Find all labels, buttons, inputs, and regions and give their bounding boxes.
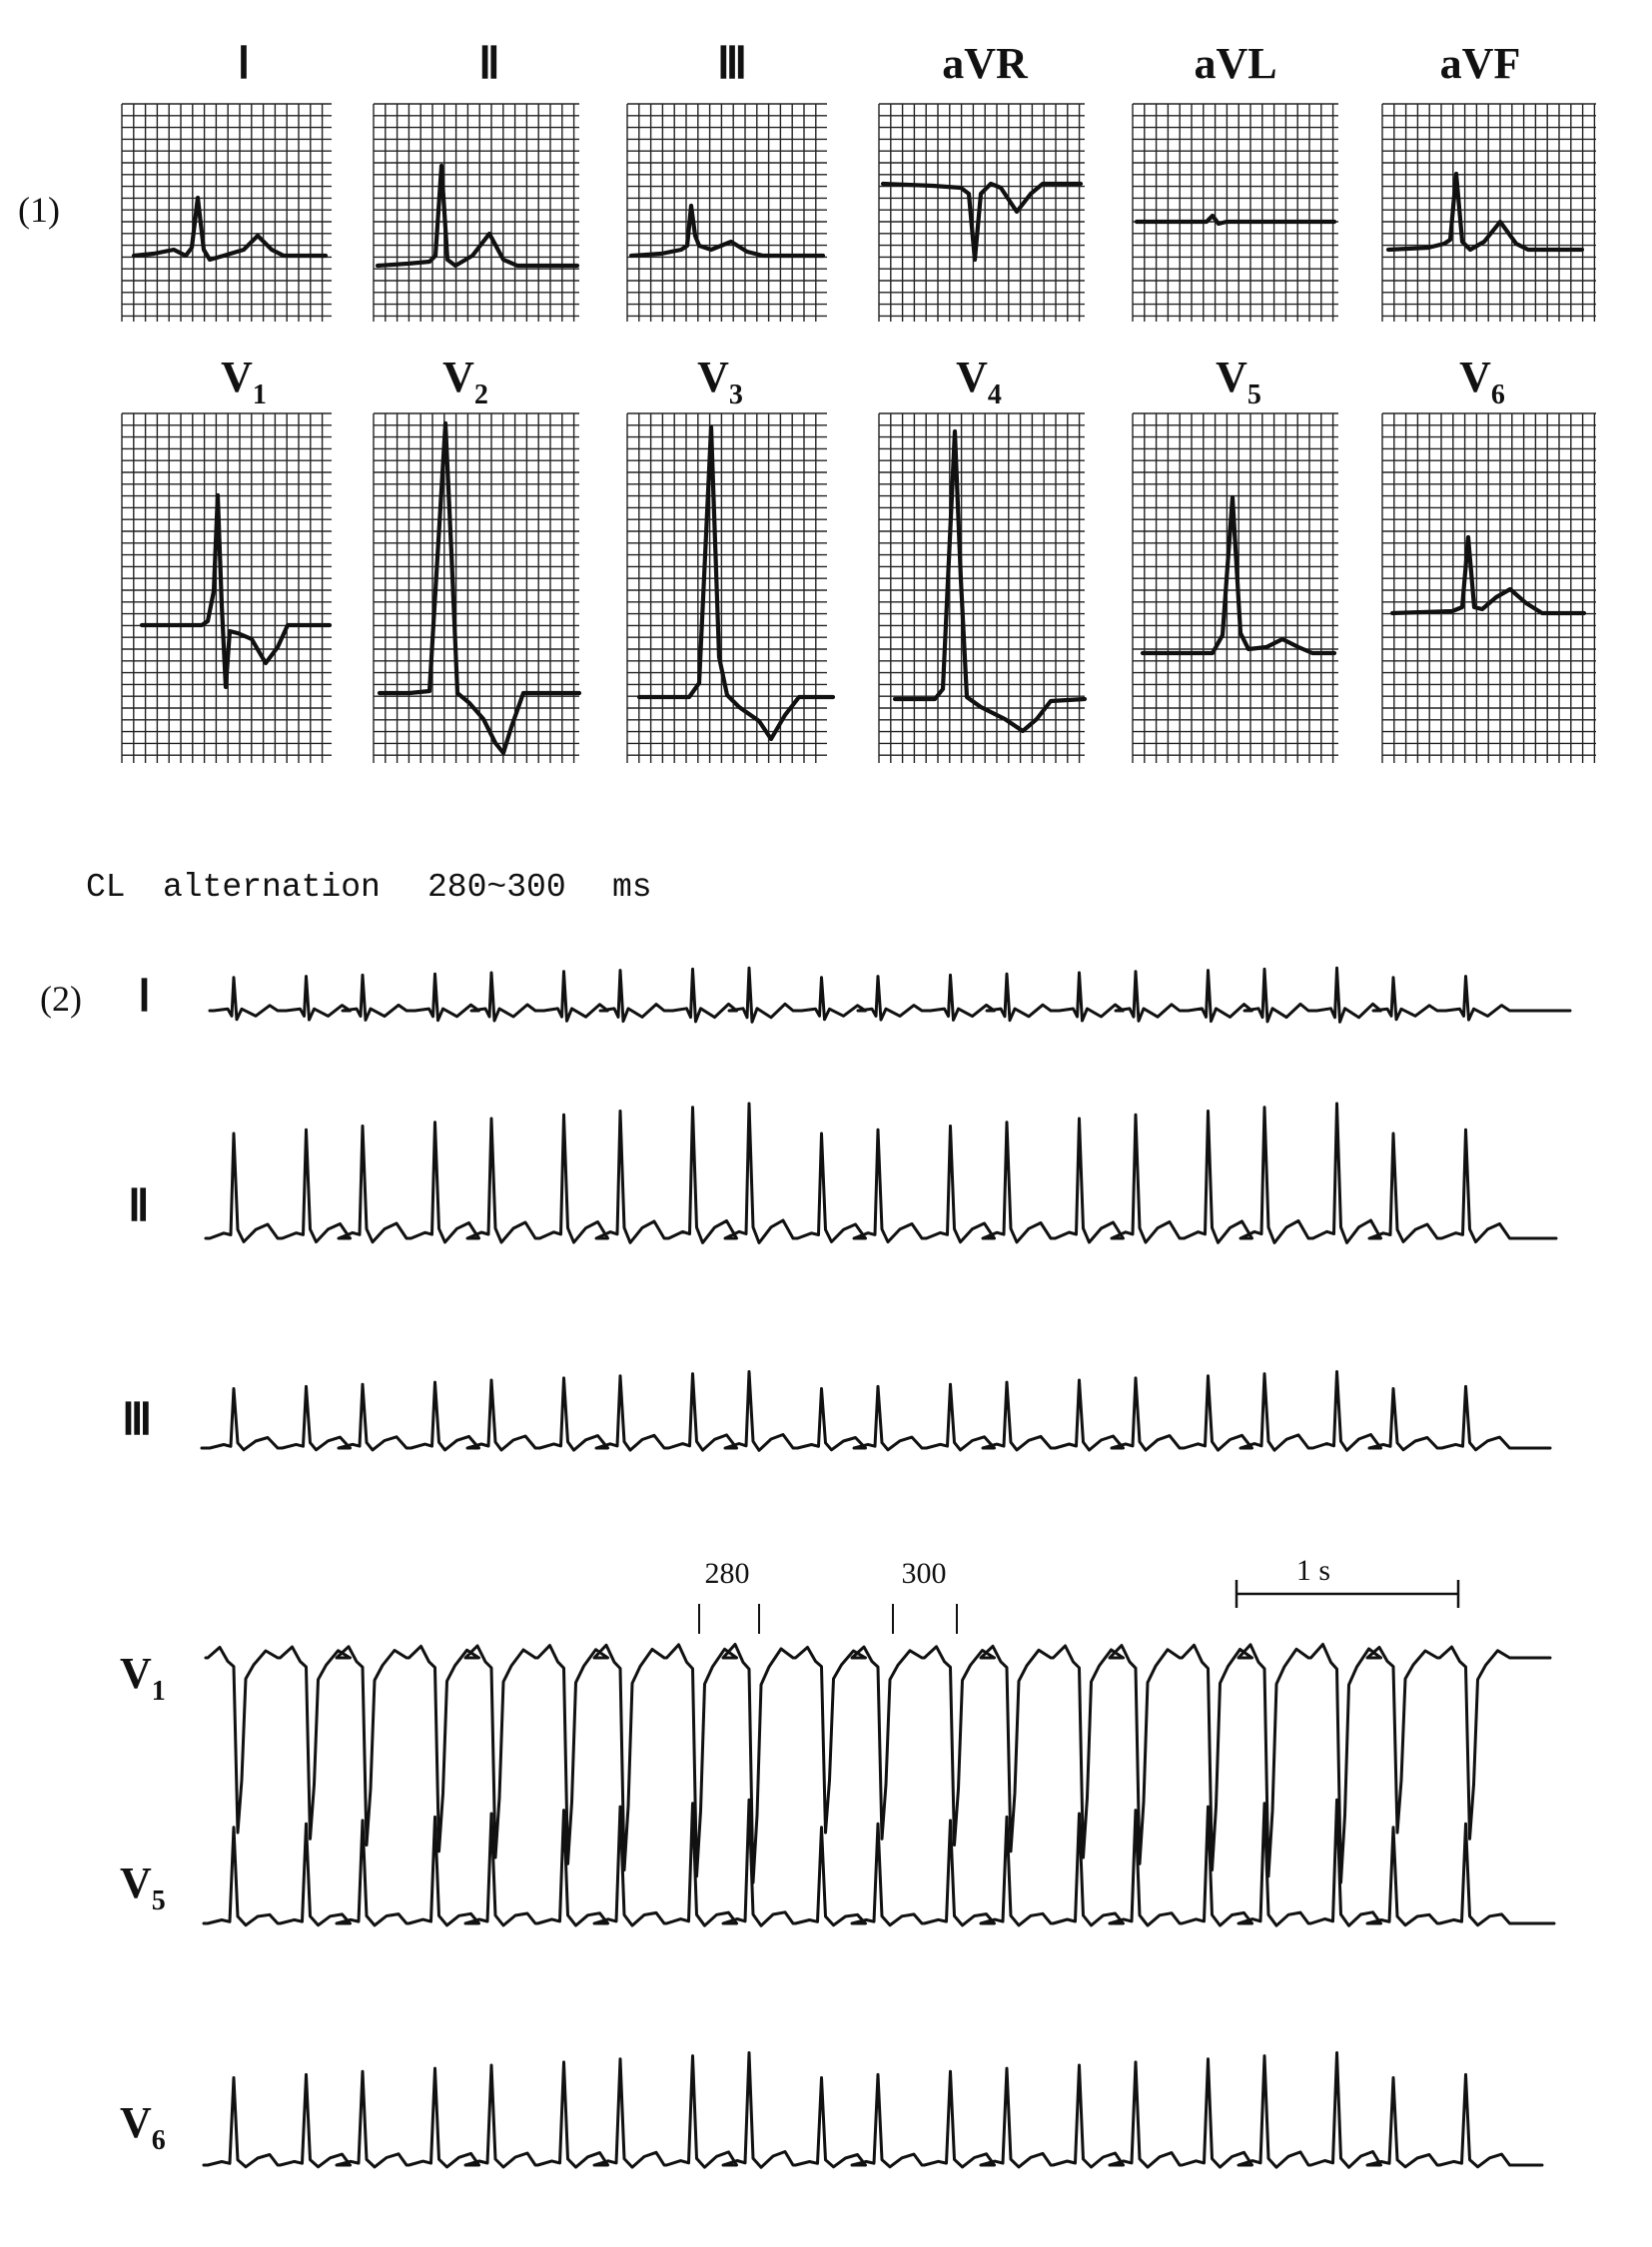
rhythm-strip-V6: [204, 2053, 1542, 2168]
rhythm-strip-V5: [204, 1800, 1554, 1925]
lead-title-II: Ⅱ: [478, 39, 500, 88]
strip-label-I: Ⅰ: [138, 972, 151, 1021]
strip-label-V6: $V_6$: [120, 2098, 166, 2156]
strip-label-V1: $V_1$: [120, 1649, 166, 1707]
panel1-grid-layer: [122, 104, 1596, 763]
grid-lead-V6: [1382, 413, 1596, 763]
interval-300-annotation: [893, 1557, 957, 1634]
grid-lead-V4: [879, 413, 1085, 763]
complex-lead-I: [134, 198, 326, 260]
grid-lead-V3: [627, 413, 827, 763]
strip-label-III: Ⅲ: [122, 1395, 153, 1444]
grid-lead-V1: [122, 413, 332, 763]
panel1-trace-layer: [134, 166, 1584, 753]
strip-label-II: Ⅱ: [128, 1181, 150, 1230]
grid-lead-I: [122, 104, 332, 322]
lead-title-I: Ⅰ: [237, 39, 251, 88]
lead-title-V6: $V_6$: [1459, 353, 1505, 410]
panel2-index-label: (2): [40, 979, 82, 1019]
grid-lead-aVR: [879, 104, 1085, 322]
grid-lead-III: [627, 104, 827, 322]
panel2-trace-layer: [202, 968, 1570, 2167]
lead-title-V1: $V_1$: [221, 353, 267, 410]
interval-280-label: 280: [704, 1557, 750, 1590]
rhythm-strip-I: [210, 968, 1570, 1022]
grid-lead-aVL: [1133, 104, 1338, 322]
rhythm-strip-II: [206, 1104, 1556, 1243]
grid-lead-II: [374, 104, 579, 322]
lead-title-V2: $V_2$: [442, 353, 488, 410]
lead-title-V5: $V_5$: [1216, 353, 1261, 410]
grid-lead-aVF: [1382, 104, 1596, 322]
caption-line: CL alternation 280~300 ms: [86, 869, 652, 906]
rhythm-strip-III: [202, 1372, 1550, 1451]
complex-lead-III: [631, 206, 823, 256]
lead-title-III: Ⅲ: [716, 39, 748, 88]
grid-lead-V5: [1133, 413, 1338, 763]
scale-bar: [1237, 1554, 1458, 1608]
lead-title-aVR: aVR: [942, 39, 1028, 88]
lead-title-aVL: aVL: [1194, 39, 1277, 88]
strip-label-V5: $V_5$: [120, 1859, 166, 1916]
lead-title-aVF: aVF: [1439, 39, 1521, 88]
interval-300-label: 300: [901, 1557, 947, 1590]
complex-lead-V1: [142, 495, 330, 687]
complex-lead-aVL: [1137, 216, 1334, 224]
interval-280-annotation: [699, 1557, 759, 1634]
scale-bar-label: 1 s: [1295, 1554, 1331, 1587]
lead-title-V3: $V_3$: [697, 353, 743, 410]
complex-lead-II: [378, 166, 577, 266]
panel1-index-label: (1): [18, 190, 60, 230]
lead-title-V4: $V_4$: [956, 353, 1002, 410]
